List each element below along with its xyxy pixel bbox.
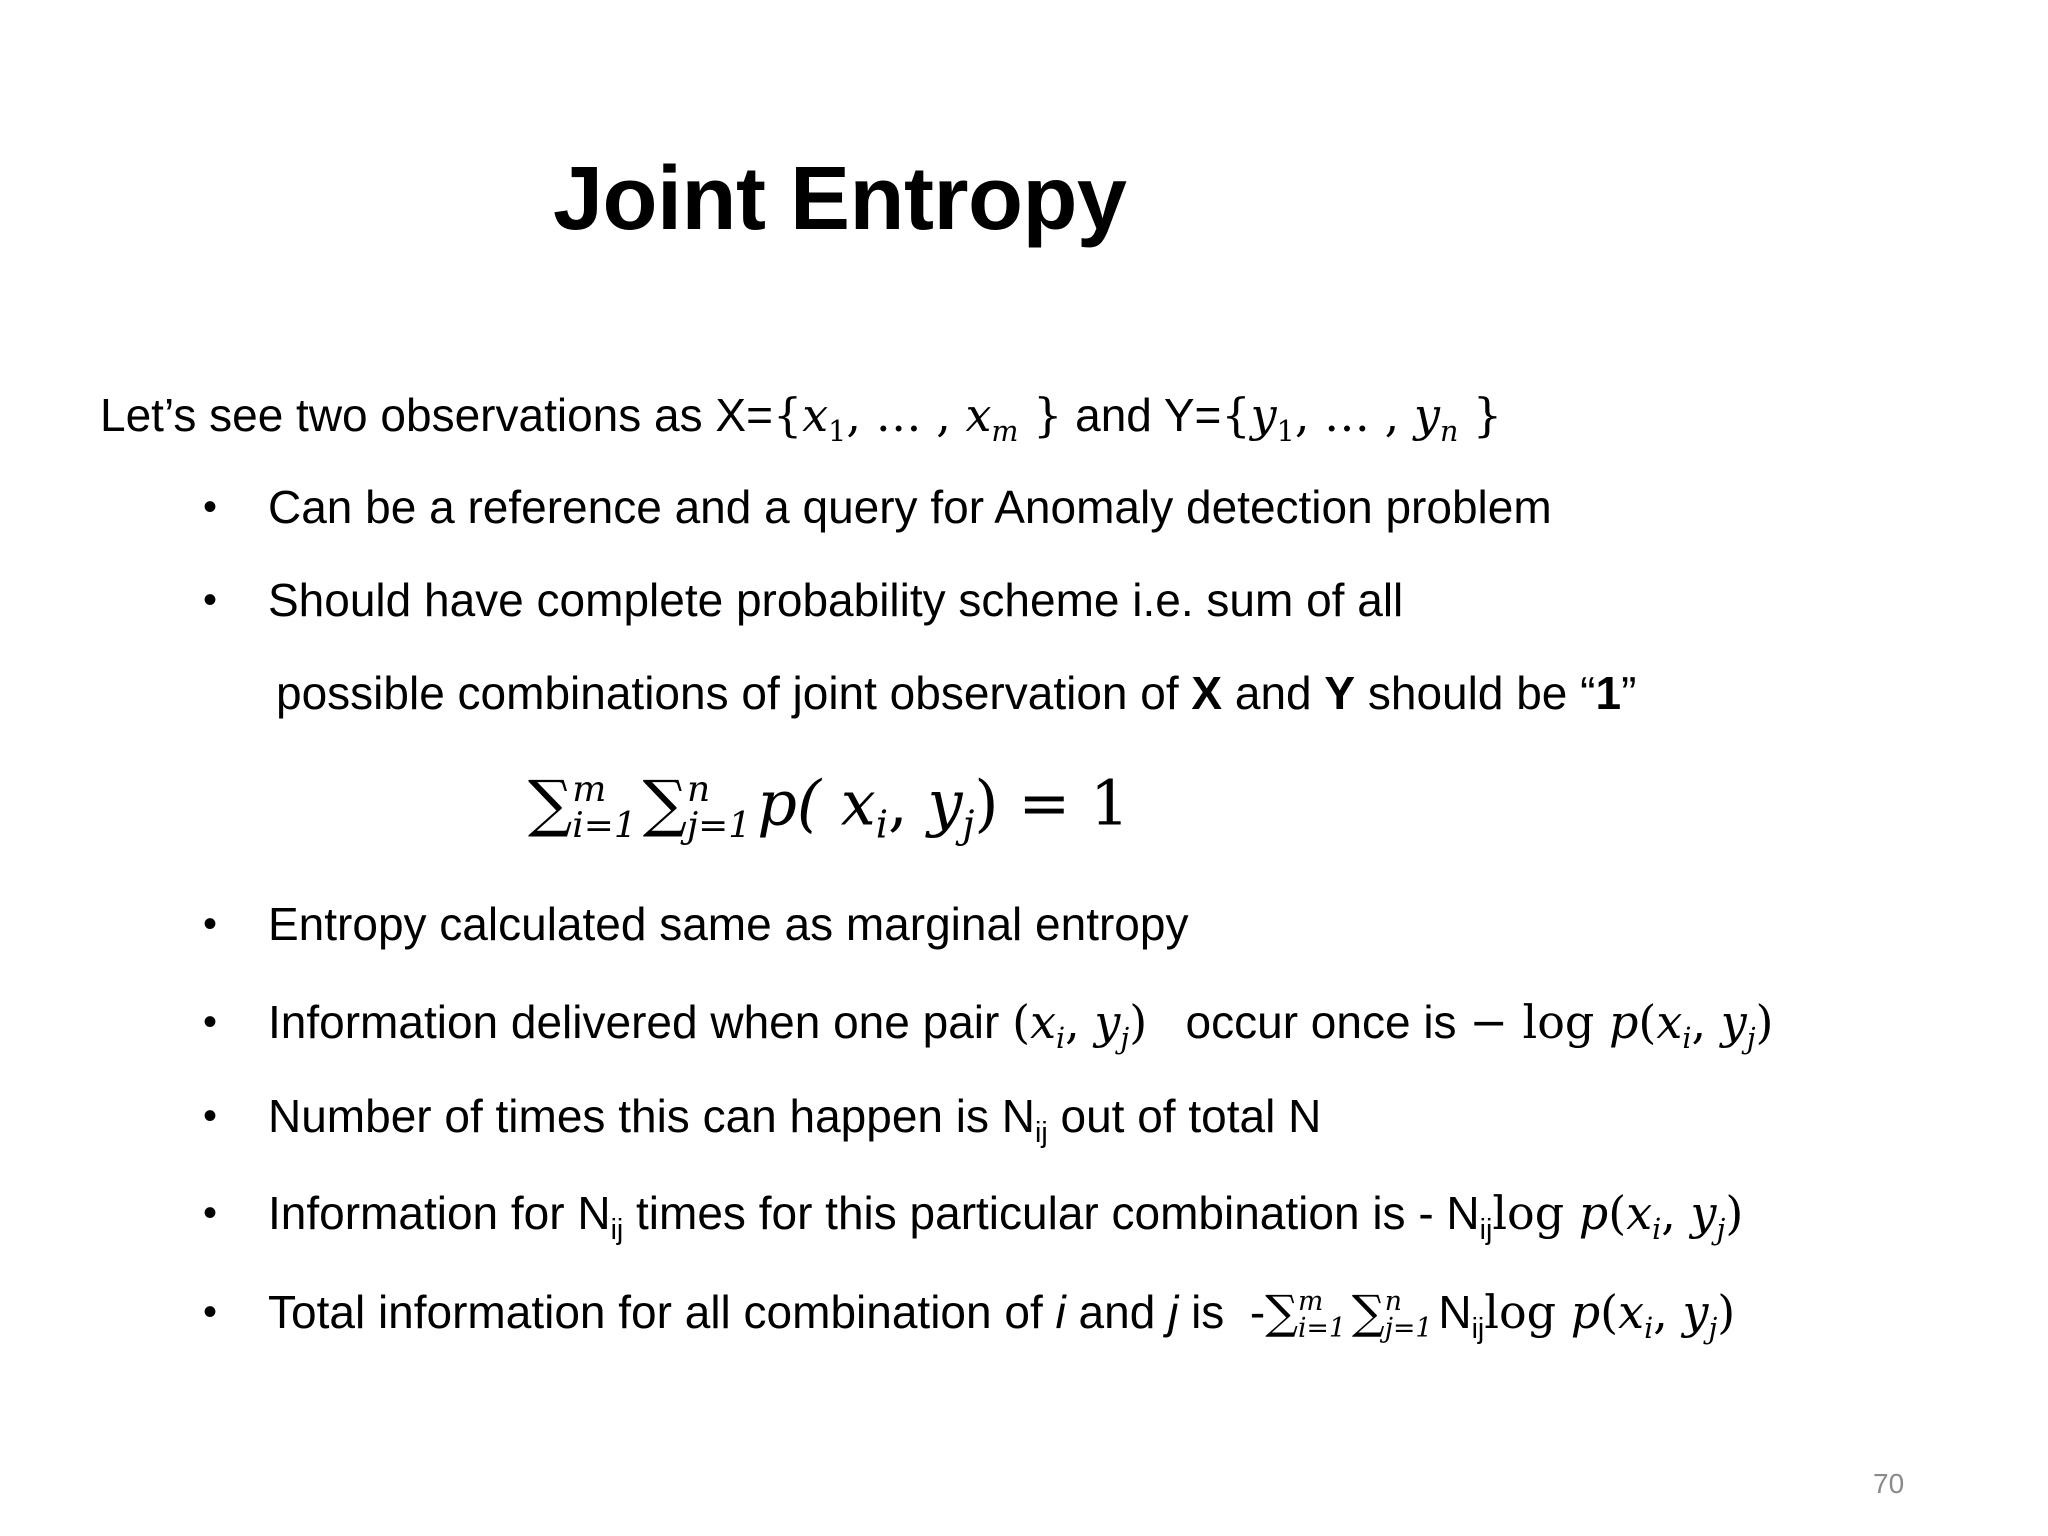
b4-y: y <box>1094 995 1121 1049</box>
bullet-marker-7: • <box>203 1290 218 1334</box>
y-first-sub: 1 <box>1276 415 1295 449</box>
b6-comma: , <box>1661 1186 1691 1240</box>
b4-minus-log: − log <box>1469 995 1609 1049</box>
intro-text: Let’s see two observations as X= <box>100 389 773 441</box>
b4-x2-sub: i <box>1682 1022 1692 1056</box>
b7-sum1-lower: i=1 <box>1298 1312 1346 1344</box>
b4-x-sub: i <box>1056 1022 1066 1056</box>
b2-x: X <box>1191 667 1223 719</box>
bullet-text-3: Entropy calculated same as marginal entropy <box>268 898 1189 950</box>
bullet-marker-2: • <box>203 578 218 622</box>
b4-pair-close: ) <box>1129 995 1148 1049</box>
b7-y-sub: j <box>1708 1312 1718 1346</box>
eq-x-sub: i <box>875 802 889 848</box>
b7-j: j <box>1168 1286 1179 1338</box>
x-last: x <box>965 388 992 442</box>
b7-and: and <box>1065 1286 1169 1338</box>
b7-sum-limits-1 <box>1298 1286 1346 1344</box>
eq-y: y <box>927 766 963 840</box>
b7-x: x <box>1618 1285 1645 1339</box>
slide-title: Joint Entropy <box>553 149 1127 249</box>
b4-y2-sub: j <box>1746 1022 1756 1056</box>
sum2-upper: n <box>687 769 711 810</box>
bullet-text-1: Can be a reference and a query for Anomaly detection problem <box>268 481 1552 533</box>
x-set-close: } <box>1018 388 1063 442</box>
eq-p-open: p( <box>757 766 841 840</box>
b5-text: Number of times this can happen is N <box>268 1090 1036 1142</box>
b4-text2: occur once is <box>1147 996 1470 1048</box>
b4-comma2: , <box>1691 995 1721 1049</box>
eq-comma: , <box>888 766 928 840</box>
b2-text: possible combinations of joint observation of <box>276 667 1192 719</box>
b2-and: and <box>1222 667 1325 719</box>
x-last-sub: m <box>991 415 1019 449</box>
sum2-lower: j=1 <box>687 804 752 846</box>
bullet-text-6 <box>268 1186 1744 1247</box>
b4-y-sub: j <box>1120 1022 1130 1056</box>
b4-pair-open: ( <box>1012 995 1031 1049</box>
b6-y: y <box>1690 1186 1717 1240</box>
b6-open: ( <box>1608 1186 1627 1240</box>
eq-x: x <box>840 766 876 840</box>
b5-sub: ij <box>1035 1117 1048 1150</box>
b7-open: ( <box>1600 1285 1619 1339</box>
b4-y2: y <box>1720 995 1747 1049</box>
b7-text: Total information for all combination of <box>268 1286 1056 1338</box>
b2-y: Y <box>1324 667 1356 719</box>
b4-p: p <box>1608 995 1639 1049</box>
b4-text: Information delivered when one pair <box>268 996 1013 1048</box>
b7-log: log <box>1484 1285 1571 1339</box>
b7-x-sub: i <box>1644 1312 1654 1346</box>
b7-p: p <box>1570 1285 1601 1339</box>
b4-x: x <box>1030 995 1057 1049</box>
b6-sub2: ij <box>1479 1214 1493 1247</box>
bullet-text-2-line-1: Should have complete probability scheme i.e. sum of all <box>268 574 1404 626</box>
bullet-marker-6: • <box>203 1191 218 1235</box>
b6-x-sub: i <box>1652 1213 1662 1247</box>
sum-symbol-2: ∑ <box>642 766 688 840</box>
b2-one: 1 <box>1595 667 1622 719</box>
intro-and-text: and Y= <box>1062 389 1222 441</box>
b7-sum2-lower: j=1 <box>1384 1312 1433 1344</box>
y-last: y <box>1413 388 1440 442</box>
b6-text: Information for N <box>268 1187 611 1239</box>
b4-comma: , <box>1065 995 1095 1049</box>
b6-sub: ij <box>610 1214 624 1247</box>
b6-y-sub: j <box>1716 1213 1726 1247</box>
y-first: y <box>1250 388 1277 442</box>
b7-sum-1: ∑ <box>1265 1285 1299 1339</box>
eq-y-sub: j <box>962 802 975 848</box>
x-ellipsis: , … , <box>846 388 966 442</box>
b7-y: y <box>1682 1285 1709 1339</box>
bullet-marker-1: • <box>203 485 218 529</box>
page-number: 70 <box>1873 1468 1905 1499</box>
sum1-lower: i=1 <box>572 804 637 846</box>
y-set-close: } <box>1458 388 1503 442</box>
b4-x2: x <box>1656 995 1683 1049</box>
bullet-marker-3: • <box>203 902 218 946</box>
b7-n-sub: ij <box>1471 1313 1485 1346</box>
b4-p-close: ) <box>1755 995 1774 1049</box>
bullet-text-4 <box>268 995 1774 1056</box>
b7-n: N <box>1438 1286 1472 1338</box>
b4-p-open: ( <box>1638 995 1657 1049</box>
sum-symbol-1: ∑ <box>528 766 573 840</box>
bullet-marker-5: • <box>203 1094 218 1138</box>
bullet-text-5 <box>268 1090 1322 1150</box>
b2-should-be: should be “ <box>1355 667 1596 719</box>
b6-log: log <box>1492 1186 1579 1240</box>
b6-close: ) <box>1725 1186 1744 1240</box>
b7-i: i <box>1055 1286 1066 1338</box>
sum-limits-2 <box>687 769 752 846</box>
bullet-text-2-line-2 <box>276 667 1637 719</box>
eq-equals-one: = 1 <box>998 766 1130 840</box>
bullet-text-7 <box>268 1285 1736 1346</box>
b7-sum-limits-2 <box>1384 1286 1433 1344</box>
x-first-sub: 1 <box>828 415 847 449</box>
b5-text2: out of total N <box>1047 1090 1322 1142</box>
b7-sum1-upper: m <box>1298 1286 1324 1318</box>
b6-p: p <box>1578 1186 1609 1240</box>
intro-line <box>100 388 1503 449</box>
bullet-marker-4: • <box>203 1000 218 1044</box>
b7-sum-2: ∑ <box>1351 1285 1385 1339</box>
b7-is: is - <box>1178 1286 1266 1338</box>
b7-close: ) <box>1717 1285 1736 1339</box>
y-last-sub: n <box>1439 415 1459 449</box>
eq-close: ) <box>974 766 999 840</box>
sum1-upper: m <box>572 769 607 810</box>
y-set-open: { <box>1221 388 1251 442</box>
b2-close-quote: ” <box>1621 667 1637 719</box>
b7-comma: , <box>1653 1285 1683 1339</box>
y-ellipsis: , … , <box>1294 388 1414 442</box>
x-first: x <box>802 388 829 442</box>
sum-limits-1 <box>572 769 637 846</box>
sum-equation <box>528 766 1130 848</box>
b7-sum2-upper: n <box>1384 1286 1402 1318</box>
b6-text2: times for this particular combination is - N <box>623 1187 1480 1239</box>
b6-x: x <box>1626 1186 1653 1240</box>
x-set-open: { <box>772 388 803 442</box>
